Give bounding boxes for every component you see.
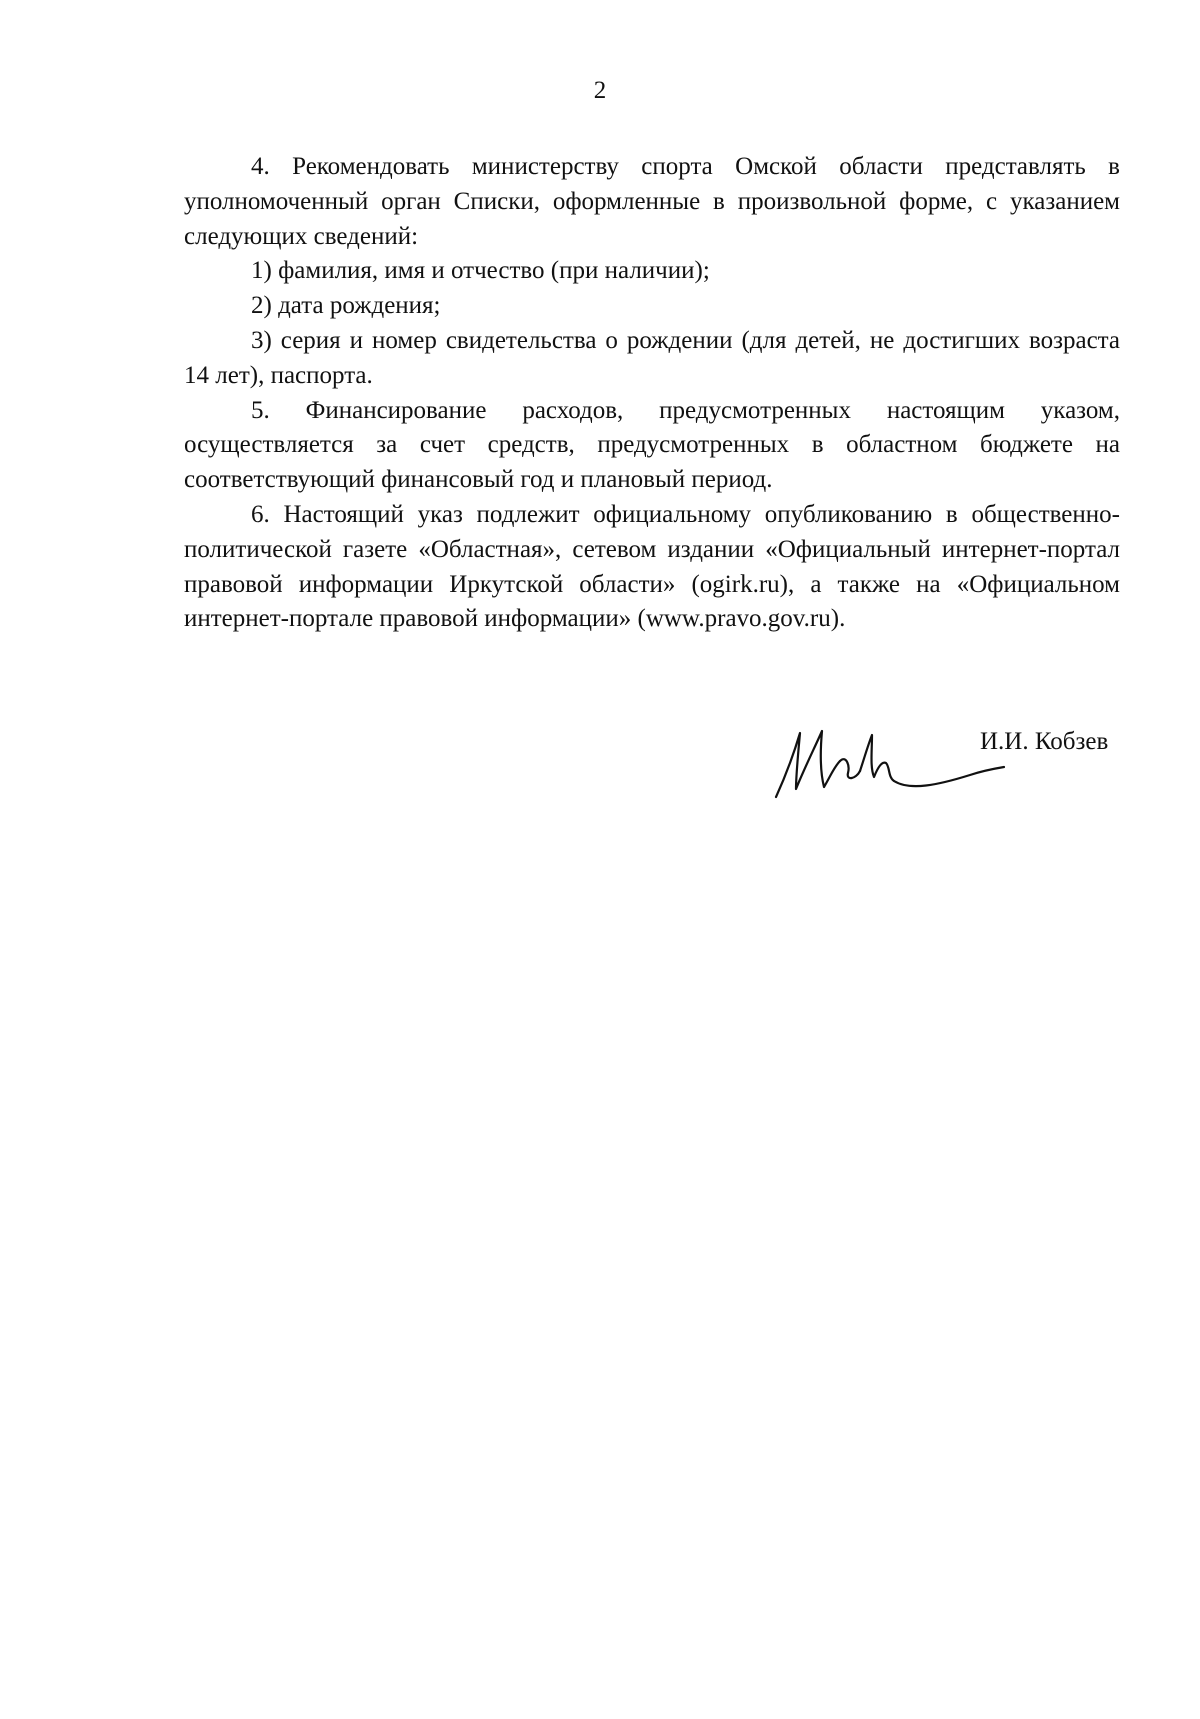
list-item-birth-date: 2) дата рождения; [251,292,441,320]
paragraph-item-6: 6. Настоящий указ подлежит официальному опубликованию в общественно-политической газете «Областная», сетевом издании «Официальный интернет-портал правовой информации Иркутской области» (ogirk.ru), а также на «Официальном интернет-портале правовой информации» (www.pravo.gov.ru). [184,500,1120,633]
paragraph-item-5: 5. Финансирование расходов, предусмотренных настоящим указом, осуществляется за счет средств, предусмотренных в областном бюджете на соответствующий финансовый год и плановый период. [184,396,1120,494]
document-body [184,150,1120,637]
signer-name: И.И. Кобзев [980,728,1109,755]
list-item-document-number: 3) серия и номер свидетельства о рождении (для детей, не достигших возраста 14 лет), паспорта. [184,326,1120,389]
paragraph-item-4: 4. Рекомендовать министерству спорта Омской области представлять в уполномоченный орган Списки, оформленные в произвольной форме, с указанием следующих сведений: [184,153,1120,250]
handwritten-signature-icon [770,715,1010,810]
page-number: 2 [593,77,607,104]
signature-block [770,715,1130,810]
list-item-full-name: 1) фамилия, имя и отчество (при наличии); [251,257,710,285]
